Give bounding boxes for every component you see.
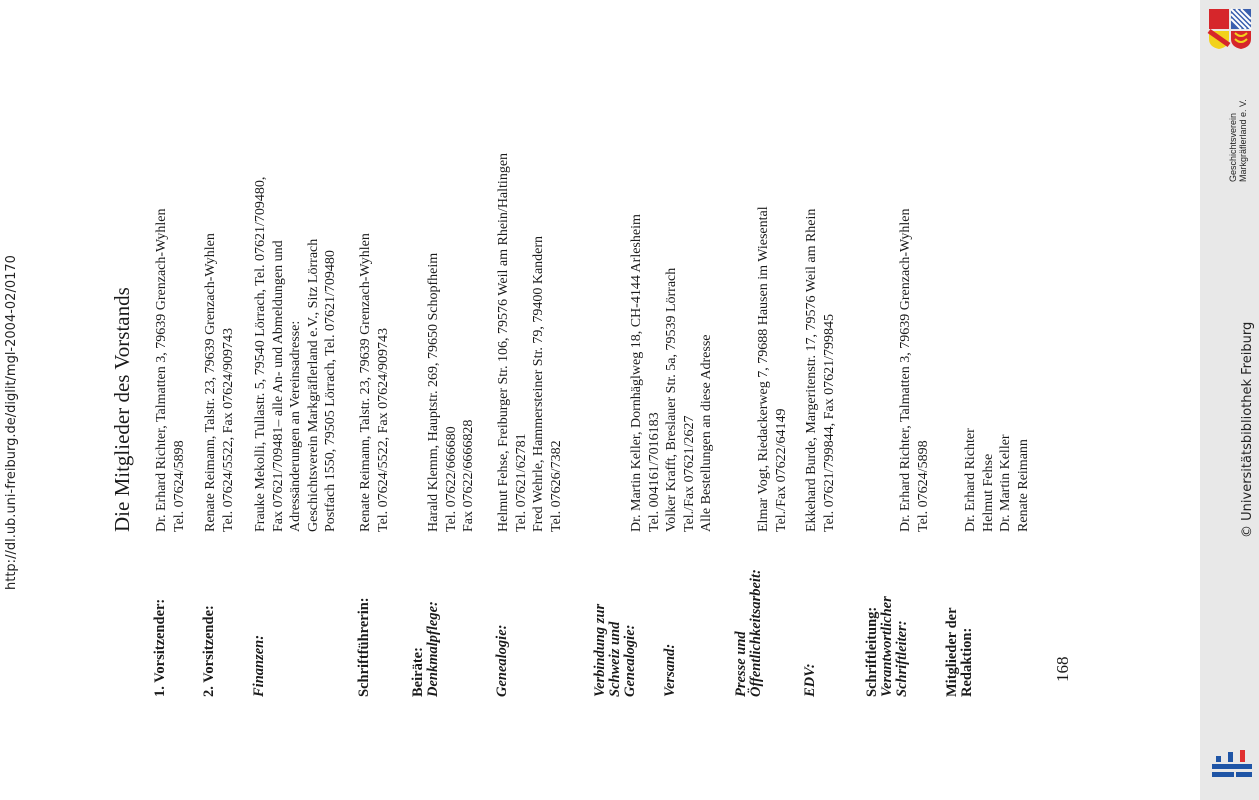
page-title: Die Mitglieder des Vorstands: [110, 287, 134, 532]
member-details: Dr. Martin Keller, Dornhäglweg 18, CH-4144 Arlesheim Tel. 004161/7016183: [629, 214, 662, 532]
member-details: Renate Reimann, Talstr. 23, 79639 Grenzach-Wyhlen Tel. 07624/5522, Fax 07624/909743: [203, 233, 236, 532]
member-label: Schriftführerin:: [356, 597, 372, 697]
copyright-notice: © Universitätsbibliothek Freiburg: [1240, 321, 1255, 538]
member-label: Genealogie:: [494, 624, 510, 697]
university-library-logo-icon: [1210, 748, 1254, 784]
page-number: 168: [1053, 656, 1072, 682]
member-details: Helmut Fehse, Freiburger Str. 106, 79576 Weil am Rhein/Haltingen Tel. 07621/62781 Fred Wehrle, Hammersteiner Str. 79, 79400 Kandern Tel. 07626/7382: [496, 152, 564, 532]
source-url[interactable]: http://dl.ub.uni-freiburg.de/diglit/mgl-2004-02/0170: [4, 255, 19, 590]
member-label: Verbindung zur Schweiz und Genealogie:: [592, 603, 638, 697]
member-label: Versand:: [662, 643, 678, 697]
member-label: EDV:: [802, 663, 818, 697]
member-label: 1. Vorsitzender:: [152, 598, 168, 697]
society-name: Geschichtsverein Markgräflerland e. V.: [1228, 99, 1248, 182]
member-details: Dr. Erhard Richter Helmut Fehse Dr. Martin Keller Renate Reimann: [963, 428, 1031, 532]
member-label: Schriftleitung: Verantwortlicher Schriftleiter:: [864, 596, 910, 697]
member-details: Ekkehard Burde, Margeritenstr. 17, 79576 Weil am Rhein Tel. 07621/799844, Fax 07621/799845: [804, 208, 837, 532]
member-details: Volker Krafft, Breslauer Str. 5a, 79539 Lörrach Tel./Fax 07621/2627 Alle Bestellungen an diese Adresse: [664, 267, 714, 532]
member-label: Beiräte: Denkmalpflege:: [410, 601, 441, 697]
member-details: Dr. Erhard Richter, Talmatten 3, 79639 Grenzach-Wyhlen Tel. 07624/5898: [898, 208, 931, 532]
member-details: Frauke Mekolli, Tullastr. 5, 79540 Lörrach, Tel. 07621/709480, Fax 07621/709481– alle An- und Abmeldungen und Adressänderungen an Vereinsadresse: Geschichtsverein Markgräflerland e.V., Sitz Lörrach Postfach 1550, 79505 Lörrach, Tel. 07621/709480: [253, 176, 338, 532]
member-label: Mitglieder der Redaktion:: [944, 607, 975, 697]
member-details: Dr. Erhard Richter, Talmatten 3, 79639 Grenzach-Wyhlen Tel. 07624/5898: [154, 208, 187, 532]
member-details: Renate Reimann, Talstr. 23, 79639 Grenzach-Wyhlen Tel. 07624/5522, Fax 07624/909743: [358, 233, 391, 532]
member-label: 2. Vorsitzende:: [201, 605, 217, 697]
member-label: Presse und Öffentlichkeitsarbeit:: [733, 569, 764, 697]
member-details: Harald Klemm, Hauptstr. 269, 79650 Schopfheim Tel. 07622/666680 Fax 07622/6666828: [426, 252, 476, 532]
member-label: Finanzen:: [251, 634, 267, 697]
member-details: Elmar Vogt, Riedackerweg 7, 79688 Hausen im Wiesental Tel./Fax 07622/64149: [756, 206, 789, 532]
